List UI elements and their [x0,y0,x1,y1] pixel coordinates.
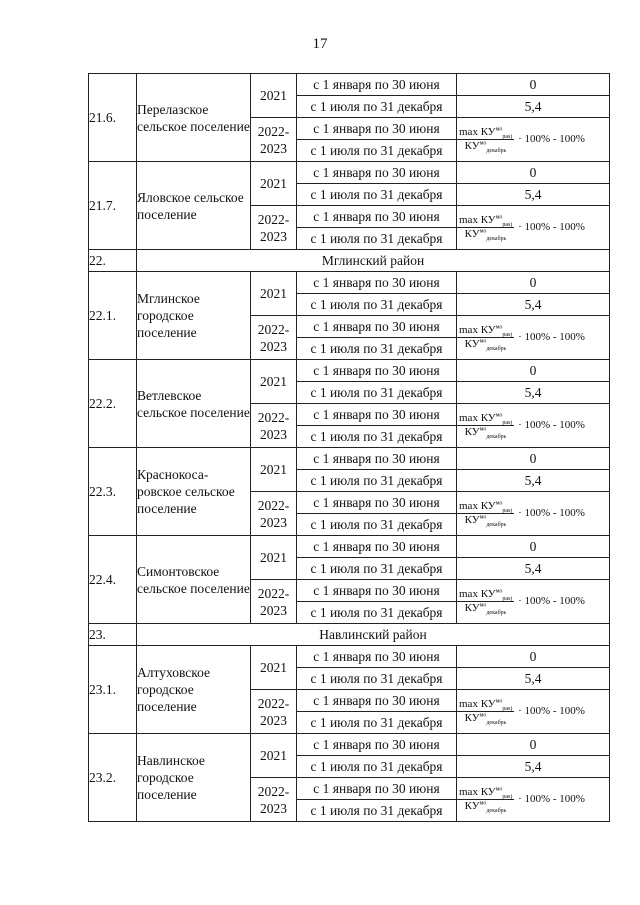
denominator-sup: мо [479,712,487,719]
table-row [89,536,610,558]
period-cell: с 1 июля по 31 декабря [297,800,457,822]
settlement-name: Симонтовское сельское поселение [137,536,251,624]
numerator-main: max КУ [459,126,496,138]
denominator-main: КУ [464,800,480,812]
numerator-main: max КУ [459,214,496,226]
numerator-sub: pasj [502,134,513,141]
formula-numerator [457,501,514,514]
value-cell: 0 [457,448,610,470]
settlement-number: 22.3. [89,448,137,536]
formula-rest: · 100% - 100% [518,331,585,343]
denominator-main: КУ [464,140,480,152]
period-cell: с 1 июля по 31 декабря [297,602,457,624]
district-name: Мглинский район [137,250,610,272]
settlement-number: 23.1. [89,646,137,734]
numerator-sup: мо [495,214,503,221]
value-cell: 0 [457,536,610,558]
formula-denominator [457,602,514,617]
period-cell: с 1 июля по 31 декабря [297,140,457,162]
period-cell: с 1 января по 30 июня [297,580,457,602]
period-cell: с 1 января по 30 июня [297,536,457,558]
settlement-name: Яловское сельское поселение [137,162,251,250]
numerator-main: max КУ [459,786,496,798]
formula-denominator [457,426,514,441]
settlement-number: 22.1. [89,272,137,360]
growth-formula [457,412,514,441]
numerator-sub: pasj [502,420,513,427]
formula-rest: · 100% - 100% [518,507,585,519]
period-cell: с 1 января по 30 июня [297,690,457,712]
period-cell: с 1 июля по 31 декабря [297,382,457,404]
value-cell: 5,4 [457,668,610,690]
year-cell: 2021 [251,536,297,580]
settlement-name: Ветлевское сельское поселение [137,360,251,448]
numerator-sup: мо [495,500,503,507]
numerator-main: max КУ [459,324,496,336]
formula-cell [457,118,610,162]
year-cell: 2022-2023 [251,492,297,536]
numerator-sup: мо [495,698,503,705]
district-name: Навлинский район [137,624,610,646]
settlement-name: Навлинское городское поселение [137,734,251,822]
period-cell: с 1 января по 30 июня [297,316,457,338]
formula-numerator [457,787,514,800]
value-cell: 5,4 [457,294,610,316]
period-cell: с 1 января по 30 июня [297,162,457,184]
denominator-sub: декабрь [486,236,507,243]
formula-cell [457,404,610,448]
growth-formula [457,588,514,617]
denominator-sub: декабрь [486,610,507,617]
formula-rest: · 100% - 100% [518,705,585,717]
settlement-number: 21.7. [89,162,137,250]
tariff-table [88,73,610,822]
formula-denominator [457,228,514,243]
period-cell: с 1 января по 30 июня [297,118,457,140]
district-row [89,624,610,646]
denominator-sub: декабрь [486,346,507,353]
growth-formula [457,126,514,155]
table-row [89,360,610,382]
year-cell: 2022-2023 [251,316,297,360]
growth-formula [457,324,514,353]
year-cell: 2021 [251,272,297,316]
value-cell: 0 [457,360,610,382]
value-cell: 0 [457,272,610,294]
settlement-name: Краснокоса-ровское сельское поселение [137,448,251,536]
period-cell: с 1 июля по 31 декабря [297,558,457,580]
settlement-name: Алтуховское городское поселение [137,646,251,734]
period-cell: с 1 января по 30 июня [297,734,457,756]
numerator-sub: pasj [502,794,513,801]
formula-numerator [457,589,514,602]
formula-denominator [457,140,514,155]
formula-numerator [457,325,514,338]
value-cell: 5,4 [457,470,610,492]
value-cell: 5,4 [457,558,610,580]
formula-denominator [457,338,514,353]
settlement-name: Мглинское городское поселение [137,272,251,360]
value-cell: 5,4 [457,382,610,404]
numerator-main: max КУ [459,588,496,600]
formula-rest: · 100% - 100% [518,595,585,607]
formula-denominator [457,800,514,815]
period-cell: с 1 января по 30 июня [297,360,457,382]
table-body [89,74,610,822]
table-row [89,734,610,756]
district-number: 22. [89,250,137,272]
table-row [89,272,610,294]
numerator-main: max КУ [459,698,496,710]
period-cell: с 1 января по 30 июня [297,272,457,294]
period-cell: с 1 июля по 31 декабря [297,668,457,690]
denominator-main: КУ [464,426,480,438]
period-cell: с 1 января по 30 июня [297,492,457,514]
settlement-number: 21.6. [89,74,137,162]
growth-formula [457,214,514,243]
numerator-sub: pasj [502,508,513,515]
settlement-number: 22.2. [89,360,137,448]
period-cell: с 1 июля по 31 декабря [297,514,457,536]
value-cell: 0 [457,734,610,756]
formula-cell [457,492,610,536]
settlement-number: 22.4. [89,536,137,624]
period-cell: с 1 января по 30 июня [297,404,457,426]
numerator-sub: pasj [502,706,513,713]
period-cell: с 1 июля по 31 декабря [297,338,457,360]
period-cell: с 1 июля по 31 декабря [297,756,457,778]
formula-numerator [457,413,514,426]
settlement-name: Перелазское сельское поселение [137,74,251,162]
formula-numerator [457,127,514,140]
district-number: 23. [89,624,137,646]
settlement-number: 23.2. [89,734,137,822]
value-cell: 0 [457,162,610,184]
value-cell: 0 [457,74,610,96]
table-row [89,162,610,184]
year-cell: 2021 [251,646,297,690]
denominator-main: КУ [464,228,480,240]
numerator-sup: мо [495,126,503,133]
formula-cell [457,206,610,250]
value-cell: 0 [457,646,610,668]
denominator-sup: мо [479,800,487,807]
formula-rest: · 100% - 100% [518,133,585,145]
year-cell: 2022-2023 [251,690,297,734]
period-cell: с 1 января по 30 июня [297,74,457,96]
year-cell: 2022-2023 [251,206,297,250]
formula-cell [457,690,610,734]
period-cell: с 1 июля по 31 декабря [297,294,457,316]
year-cell: 2021 [251,74,297,118]
table-row [89,646,610,668]
numerator-sup: мо [495,786,503,793]
year-cell: 2022-2023 [251,580,297,624]
period-cell: с 1 июля по 31 декабря [297,426,457,448]
table-row [89,448,610,470]
denominator-sup: мо [479,338,487,345]
value-cell: 5,4 [457,96,610,118]
year-cell: 2021 [251,448,297,492]
period-cell: с 1 июля по 31 декабря [297,184,457,206]
formula-denominator [457,514,514,529]
denominator-sup: мо [479,514,487,521]
period-cell: с 1 июля по 31 декабря [297,228,457,250]
period-cell: с 1 июля по 31 декабря [297,712,457,734]
district-row [89,250,610,272]
denominator-sup: мо [479,140,487,147]
formula-numerator [457,215,514,228]
numerator-main: max КУ [459,500,496,512]
denominator-sup: мо [479,602,487,609]
table-row [89,74,610,96]
formula-cell [457,580,610,624]
denominator-main: КУ [464,712,480,724]
year-cell: 2021 [251,360,297,404]
value-cell: 5,4 [457,756,610,778]
growth-formula [457,698,514,727]
growth-formula [457,786,514,815]
denominator-sup: мо [479,426,487,433]
numerator-sub: pasj [502,596,513,603]
denominator-sub: декабрь [486,522,507,529]
year-cell: 2021 [251,734,297,778]
formula-cell [457,316,610,360]
value-cell: 5,4 [457,184,610,206]
year-cell: 2022-2023 [251,118,297,162]
denominator-sub: декабрь [486,148,507,155]
formula-numerator [457,699,514,712]
formula-denominator [457,712,514,727]
period-cell: с 1 января по 30 июня [297,448,457,470]
numerator-main: max КУ [459,412,496,424]
denominator-main: КУ [464,602,480,614]
formula-cell [457,778,610,822]
denominator-main: КУ [464,338,480,350]
denominator-sup: мо [479,228,487,235]
numerator-sup: мо [495,412,503,419]
numerator-sup: мо [495,324,503,331]
numerator-sub: pasj [502,222,513,229]
period-cell: с 1 января по 30 июня [297,206,457,228]
formula-rest: · 100% - 100% [518,419,585,431]
numerator-sub: pasj [502,332,513,339]
formula-rest: · 100% - 100% [518,793,585,805]
denominator-sub: декабрь [486,434,507,441]
year-cell: 2022-2023 [251,404,297,448]
period-cell: с 1 января по 30 июня [297,646,457,668]
period-cell: с 1 июля по 31 декабря [297,96,457,118]
period-cell: с 1 июля по 31 декабря [297,470,457,492]
page-number: 17 [312,36,328,52]
denominator-main: КУ [464,514,480,526]
formula-rest: · 100% - 100% [518,221,585,233]
denominator-sub: декабрь [486,720,507,727]
denominator-sub: декабрь [486,808,507,815]
growth-formula [457,500,514,529]
numerator-sup: мо [495,588,503,595]
year-cell: 2021 [251,162,297,206]
period-cell: с 1 января по 30 июня [297,778,457,800]
year-cell: 2022-2023 [251,778,297,822]
